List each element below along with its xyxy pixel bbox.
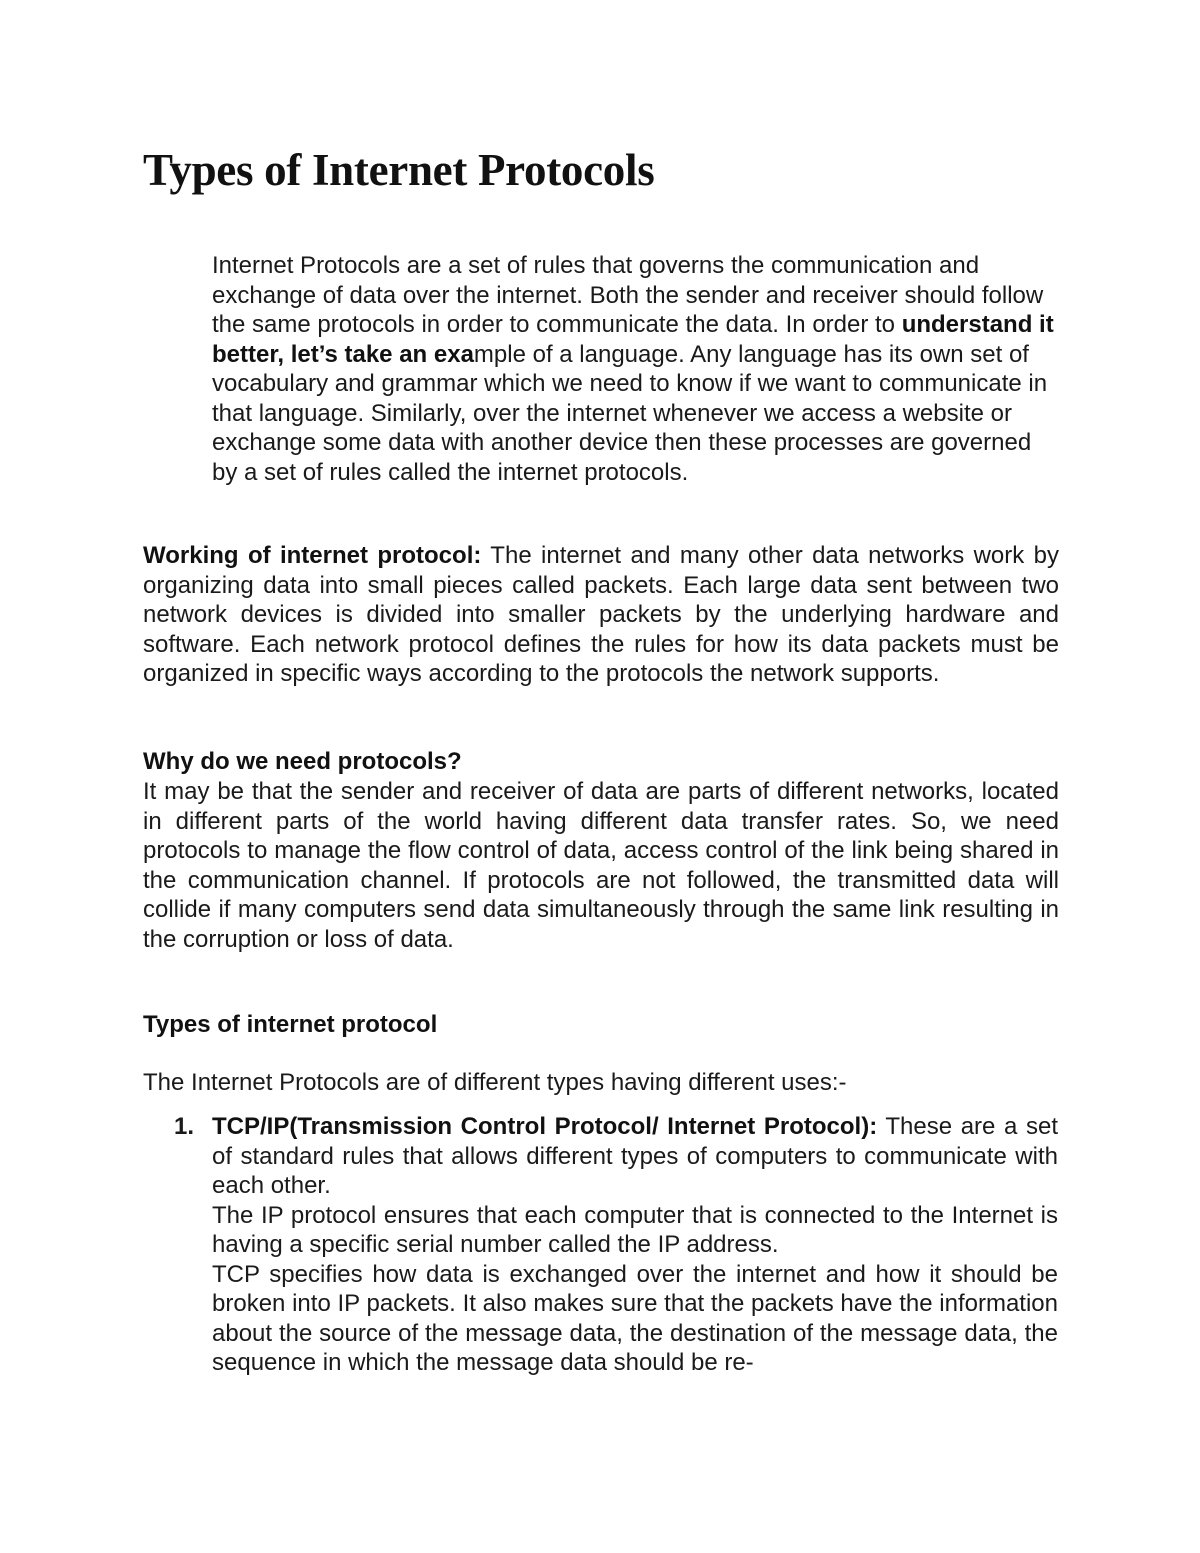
intro-text-bold: understand it better, let’s take an exa (212, 311, 1054, 368)
working-label: Working of internet protocol: (143, 542, 482, 569)
list-item-paragraph-1 (212, 1112, 1058, 1201)
intro-paragraph (212, 251, 1062, 487)
intro-text-part2: mple of a language. Any language has its own set of vocabulary and grammar which we need to know if we want to communicate in that language. Similarly, over the internet whenever we access a website or exchange some data with another device then these processes are governed by a set of rules called the internet protocols. (212, 340, 1048, 486)
types-intro: The Internet Protocols are of different types having different uses:- (143, 1069, 847, 1096)
working-paragraph (143, 541, 1059, 689)
why-heading: Why do we need protocols? (143, 748, 462, 775)
page-title: Types of Internet Protocols (143, 145, 655, 195)
list-item-paragraph-3: TCP specifies how data is exchanged over the internet and how it should be broken into IP packets. It also makes sure that the packets have the information about the source of the message data, the destination of the message data, the sequence in which the message data should be re- (212, 1260, 1058, 1376)
list-item (174, 1112, 1058, 1378)
list-item-text: These are a set of standard rules that allows different types of computers to communicate with each other. (212, 1113, 1058, 1199)
working-text: The internet and many other data networks work by organizing data into small pieces called packets. Each large data sent between two network devices is divided into smaller packets by the underlying hardware and software. Each network protocol defines the rules for how its data packets must be organized in specific ways according to the protocols the network supports. (143, 542, 1059, 687)
list-item-paragraph-2: The IP protocol ensures that each computer that is connected to the Internet is having a specific serial number called the IP address. (212, 1201, 1058, 1258)
list-item-label: TCP/IP(Transmission Control Protocol/ Internet Protocol): (212, 1113, 878, 1140)
types-heading: Types of internet protocol (143, 1011, 438, 1038)
why-paragraph: It may be that the sender and receiver of data are parts of different networks, located in different parts of the world having different data transfer rates. So, we need protocols to manage the flow control of data, access control of the link being shared in the communication channel. If protocols are not followed, the transmitted data will collide if many computers send data simultaneously through the same link resulting in the corruption or loss of data. (143, 778, 1059, 953)
list-number: 1. (174, 1113, 195, 1140)
intro-text-part1: Internet Protocols are a set of rules that governs the communication and exchange of data over the internet. Both the sender and receiver should follow the same protocols in order to communicate the data. In order to (212, 252, 1044, 338)
protocol-list (174, 1112, 1058, 1378)
